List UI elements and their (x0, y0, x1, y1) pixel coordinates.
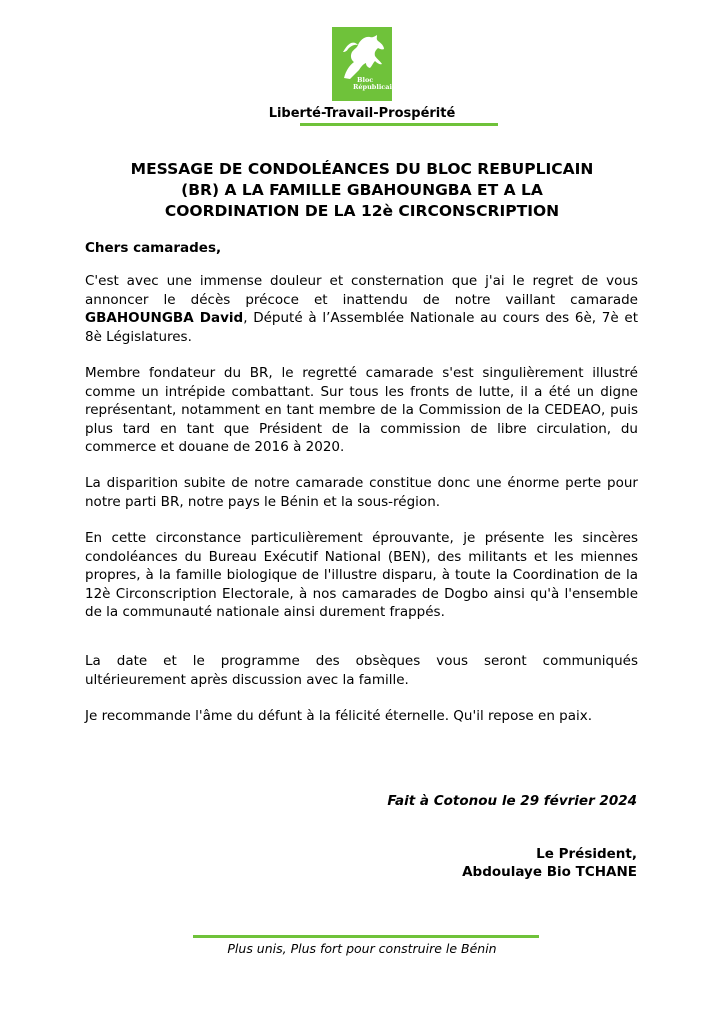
horse-icon (336, 32, 388, 82)
paragraph-funeral-info: La date et le programme des obsèques vous seront communiqués ultérieurement après discussion avec la famille. (85, 653, 638, 688)
footer-divider (193, 935, 539, 938)
logo-text (353, 76, 397, 91)
paragraph-loss: La disparition subite de notre camarade constitue donc une énorme perte pour notre parti BR, notre pays le Bénin et la sous-région. (85, 475, 638, 510)
title-line-2: (BR) A LA FAMILLE GBAHOUNGBA ET A LA (181, 181, 543, 199)
party-motto: Liberté-Travail-Prospérité (268, 106, 456, 121)
paragraph-tribute: Membre fondateur du BR, le regretté camarade s'est singulièrement illustré comme un intrépide combattant. Sur tous les fronts de lutte, il a été un digne représentant, notamment en tant membre de la Commission de la CEDEAO, puis plus tard en tant que Président de la commission de libre circulation, du commerce et douane de 2016 à 2020. (85, 365, 638, 455)
motto-underline (300, 123, 498, 126)
paragraph-announcement (85, 272, 638, 346)
bloc-republicain-logo (332, 27, 397, 101)
place-and-date: Fait à Cotonou le 29 février 2024 (387, 793, 637, 809)
salutation: Chers camarades, (85, 240, 222, 256)
signatory-name: Abdoulaye Bio TCHANE (462, 864, 637, 880)
signatory-role: Le Président, (536, 846, 637, 862)
title-line-1: MESSAGE DE CONDOLÉANCES DU BLOC REBUPLICAIN (130, 160, 594, 178)
paragraph-announcement-end: , Député à l’Assemblée Nationale au cours des 6è, 7è et 8è Législatures. (85, 310, 638, 345)
paragraph-announcement-start: C'est avec une immense douleur et consternation que j'ai le regret de vous annoncer le décès précoce et inattendu de notre vaillant camarade (85, 273, 638, 308)
logo-text-line2: Républicain (353, 83, 397, 91)
paragraph-condolences: En cette circonstance particulièrement éprouvante, je présente les sincères condoléances du Bureau Exécutif National (BEN), des militants et les miennes propres, à la famille biologique de l'illustre disparu, à toute la Coordination de la 12è Circonscription Electorale, à nos camarades de Dogbo ainsi qu'à l'ensemble de la communauté nationale ainsi durement frappés. (85, 530, 638, 620)
logo-text-line1: Bloc (357, 76, 374, 84)
footer-slogan: Plus unis, Plus fort pour construire le Bénin (227, 941, 497, 956)
title-line-3: COORDINATION DE LA 12è CIRCONSCRIPTION (164, 202, 560, 220)
deceased-name: GBAHOUNGBA David (85, 310, 244, 326)
document-title (60, 159, 664, 222)
paragraph-closing: Je recommande l'âme du défunt à la félicité éternelle. Qu'il repose en paix. (85, 708, 593, 724)
